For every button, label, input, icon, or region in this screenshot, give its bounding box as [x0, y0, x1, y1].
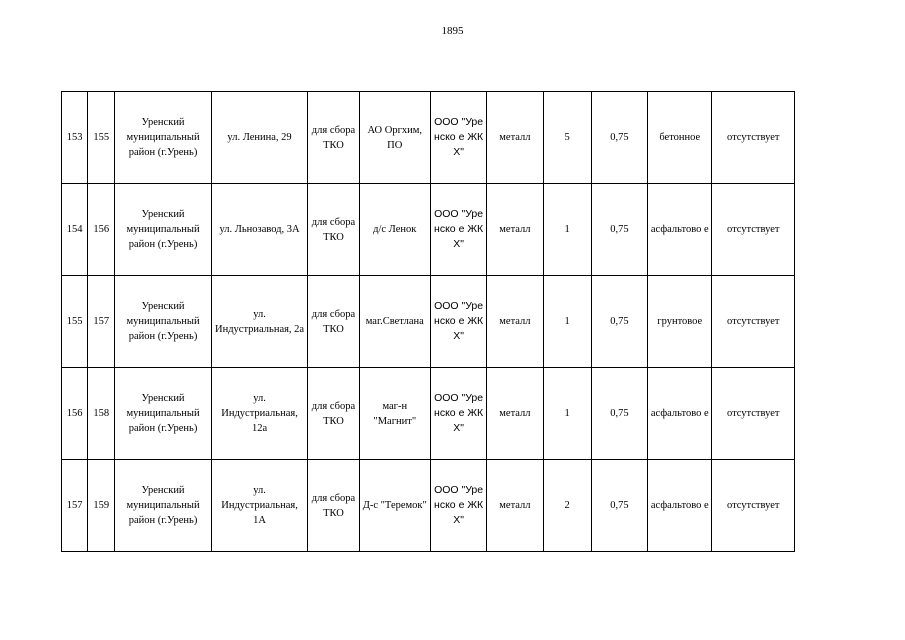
containers-cell: 1: [543, 368, 591, 460]
row-number-cell: 153: [62, 92, 88, 184]
row-number-cell: 154: [62, 184, 88, 276]
fence-cell: отсутствует: [712, 276, 795, 368]
fence-cell: отсутствует: [712, 184, 795, 276]
district-cell: Уренский муниципальный район (г.Урень): [115, 368, 212, 460]
waste-sites-table: [61, 91, 795, 552]
address-cell: ул. Льнозавод, 3А: [211, 184, 308, 276]
table-row: [62, 276, 795, 368]
operator-cell: ООО "Уренско е ЖКХ": [430, 184, 486, 276]
containers-cell: 5: [543, 92, 591, 184]
table-row: [62, 184, 795, 276]
organization-cell: Д-с "Теремок": [359, 460, 430, 552]
purpose-cell: для сбора ТКО: [308, 184, 359, 276]
site-id-cell: 158: [88, 368, 115, 460]
row-number-cell: 157: [62, 460, 88, 552]
material-cell: металл: [487, 184, 543, 276]
district-cell: Уренский муниципальный район (г.Урень): [115, 92, 212, 184]
table-row: [62, 460, 795, 552]
page-number: 1895: [441, 25, 464, 37]
fence-cell: отсутствует: [712, 460, 795, 552]
purpose-cell: для сбора ТКО: [308, 276, 359, 368]
purpose-cell: для сбора ТКО: [308, 460, 359, 552]
organization-cell: д/с Ленок: [359, 184, 430, 276]
containers-cell: 2: [543, 460, 591, 552]
material-cell: металл: [487, 92, 543, 184]
surface-cell: асфальтово е: [648, 460, 712, 552]
material-cell: металл: [487, 276, 543, 368]
site-id-cell: 156: [88, 184, 115, 276]
surface-cell: асфальтово е: [648, 184, 712, 276]
volume-cell: 0,75: [591, 460, 647, 552]
surface-cell: грунтовое: [648, 276, 712, 368]
volume-cell: 0,75: [591, 184, 647, 276]
row-number-cell: 155: [62, 276, 88, 368]
address-cell: ул. Ленина, 29: [211, 92, 308, 184]
district-cell: Уренский муниципальный район (г.Урень): [115, 460, 212, 552]
purpose-cell: для сбора ТКО: [308, 92, 359, 184]
organization-cell: АО Оргхим, ПО: [359, 92, 430, 184]
material-cell: металл: [487, 460, 543, 552]
material-cell: металл: [487, 368, 543, 460]
address-cell: ул. Индустриальная, 2а: [211, 276, 308, 368]
containers-cell: 1: [543, 184, 591, 276]
surface-cell: бетонное: [648, 92, 712, 184]
address-cell: ул. Индустриальная, 1А: [211, 460, 308, 552]
organization-cell: маг.Светлана: [359, 276, 430, 368]
district-cell: Уренский муниципальный район (г.Урень): [115, 184, 212, 276]
volume-cell: 0,75: [591, 368, 647, 460]
operator-cell: ООО "Уренско е ЖКХ": [430, 92, 486, 184]
site-id-cell: 155: [88, 92, 115, 184]
fence-cell: отсутствует: [712, 92, 795, 184]
address-cell: ул. Индустриальная, 12а: [211, 368, 308, 460]
fence-cell: отсутствует: [712, 368, 795, 460]
volume-cell: 0,75: [591, 92, 647, 184]
purpose-cell: для сбора ТКО: [308, 368, 359, 460]
organization-cell: маг-н "Магнит": [359, 368, 430, 460]
table-row: [62, 92, 795, 184]
operator-cell: ООО "Уренско е ЖКХ": [430, 460, 486, 552]
containers-cell: 1: [543, 276, 591, 368]
operator-cell: ООО "Уренско е ЖКХ": [430, 368, 486, 460]
row-number-cell: 156: [62, 368, 88, 460]
site-id-cell: 157: [88, 276, 115, 368]
site-id-cell: 159: [88, 460, 115, 552]
district-cell: Уренский муниципальный район (г.Урень): [115, 276, 212, 368]
table-row: [62, 368, 795, 460]
volume-cell: 0,75: [591, 276, 647, 368]
surface-cell: асфальтово е: [648, 368, 712, 460]
operator-cell: ООО "Уренско е ЖКХ": [430, 276, 486, 368]
